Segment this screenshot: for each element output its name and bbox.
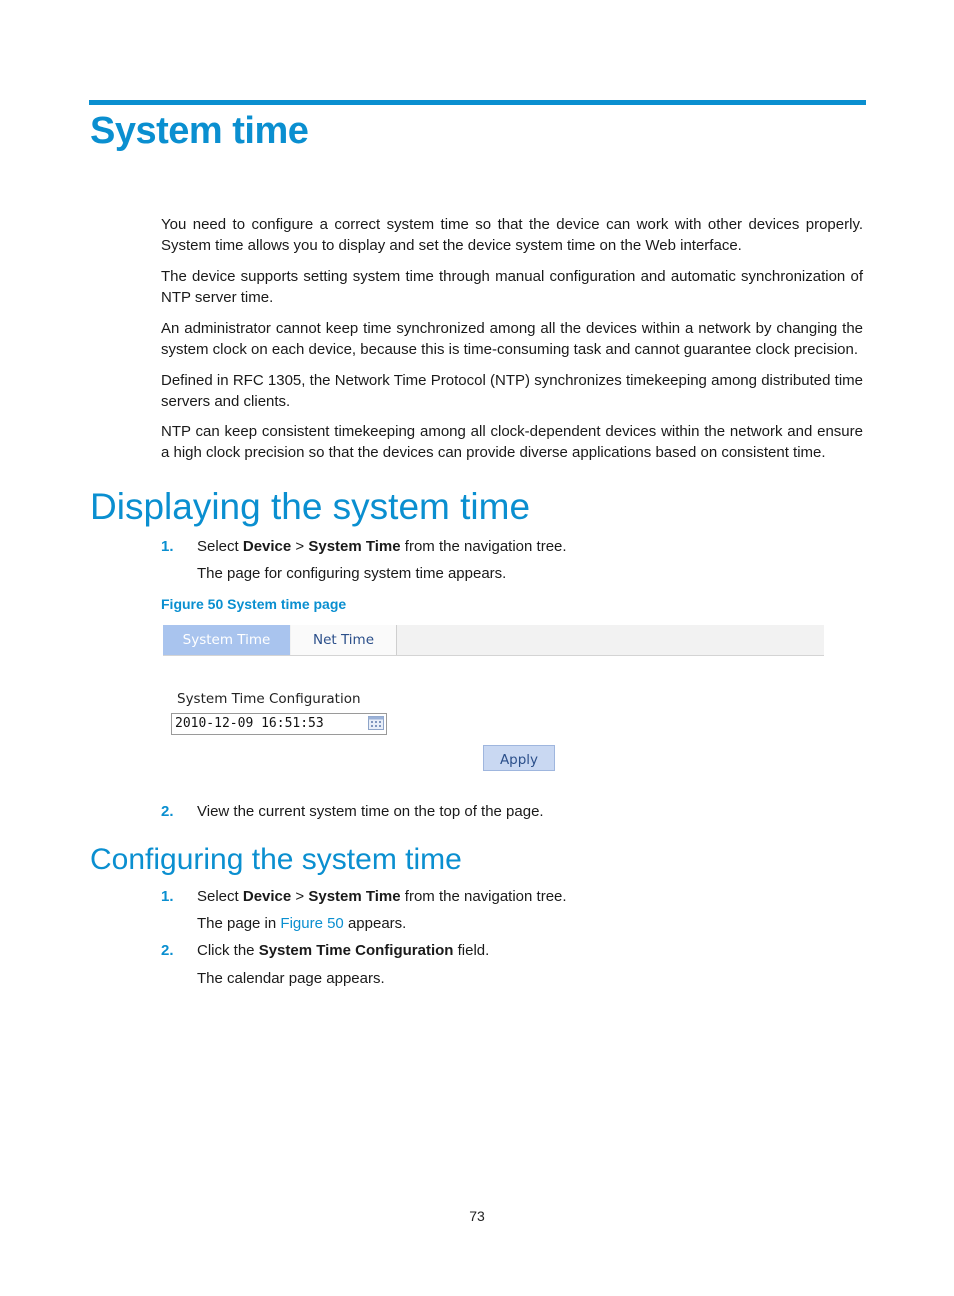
configuring-heading: Configuring the system time	[90, 843, 462, 876]
step-result: The calendar page appears.	[197, 970, 385, 987]
step-number: 1.	[161, 538, 174, 555]
tab-net-time[interactable]: Net Time	[291, 625, 397, 655]
tab-bar	[163, 625, 824, 656]
step-text: View the current system time on the top of the page.	[197, 803, 544, 820]
step-number: 1.	[161, 888, 174, 905]
heading-rule	[89, 100, 866, 105]
intro-paragraph: Defined in RFC 1305, the Network Time Protocol (NTP) synchronizes timekeeping among distributed time servers and clients.	[161, 372, 863, 410]
step-text: Select Device > System Time from the navigation tree.	[197, 538, 567, 555]
step-text: Select Device > System Time from the navigation tree.	[197, 888, 567, 905]
step-text: Click the System Time Configuration field.	[197, 942, 490, 959]
page-number: 73	[469, 1208, 485, 1224]
step-result: The page in Figure 50 appears.	[197, 915, 407, 932]
system-time-figure	[163, 625, 824, 785]
page-title: System time	[90, 110, 309, 152]
intro-paragraph: You need to configure a correct system time so that the device can work with other devices properly. System time allows you to display and set the device system time on the Web interface.	[161, 216, 863, 254]
displaying-heading: Displaying the system time	[90, 486, 531, 527]
intro-paragraph: NTP can keep consistent timekeeping among all clock-dependent devices within the network and ensure a high clock precision so that the devices can provide diverse applications based on consistent time.	[161, 423, 863, 461]
config-label: System Time Configuration	[177, 691, 361, 707]
calendar-icon[interactable]	[368, 716, 384, 730]
step-number: 2.	[161, 803, 174, 820]
apply-button[interactable]: Apply	[483, 745, 555, 771]
figure-caption: Figure 50 System time page	[161, 596, 347, 612]
figure-50-link[interactable]: Figure 50	[280, 915, 344, 932]
step-result: The page for configuring system time appears.	[197, 565, 507, 582]
tab-system-time[interactable]: System Time	[163, 625, 290, 655]
step-number: 2.	[161, 942, 174, 959]
intro-paragraph: An administrator cannot keep time synchronized among all the devices within a network by changing the system clock on each device, because this is time-consuming task and cannot guarantee clock precision.	[161, 320, 863, 358]
system-time-input[interactable]: 2010-12-09 16:51:53	[171, 713, 387, 735]
intro-paragraph: The device supports setting system time through manual configuration and automatic synchronization of NTP server time.	[161, 268, 863, 306]
